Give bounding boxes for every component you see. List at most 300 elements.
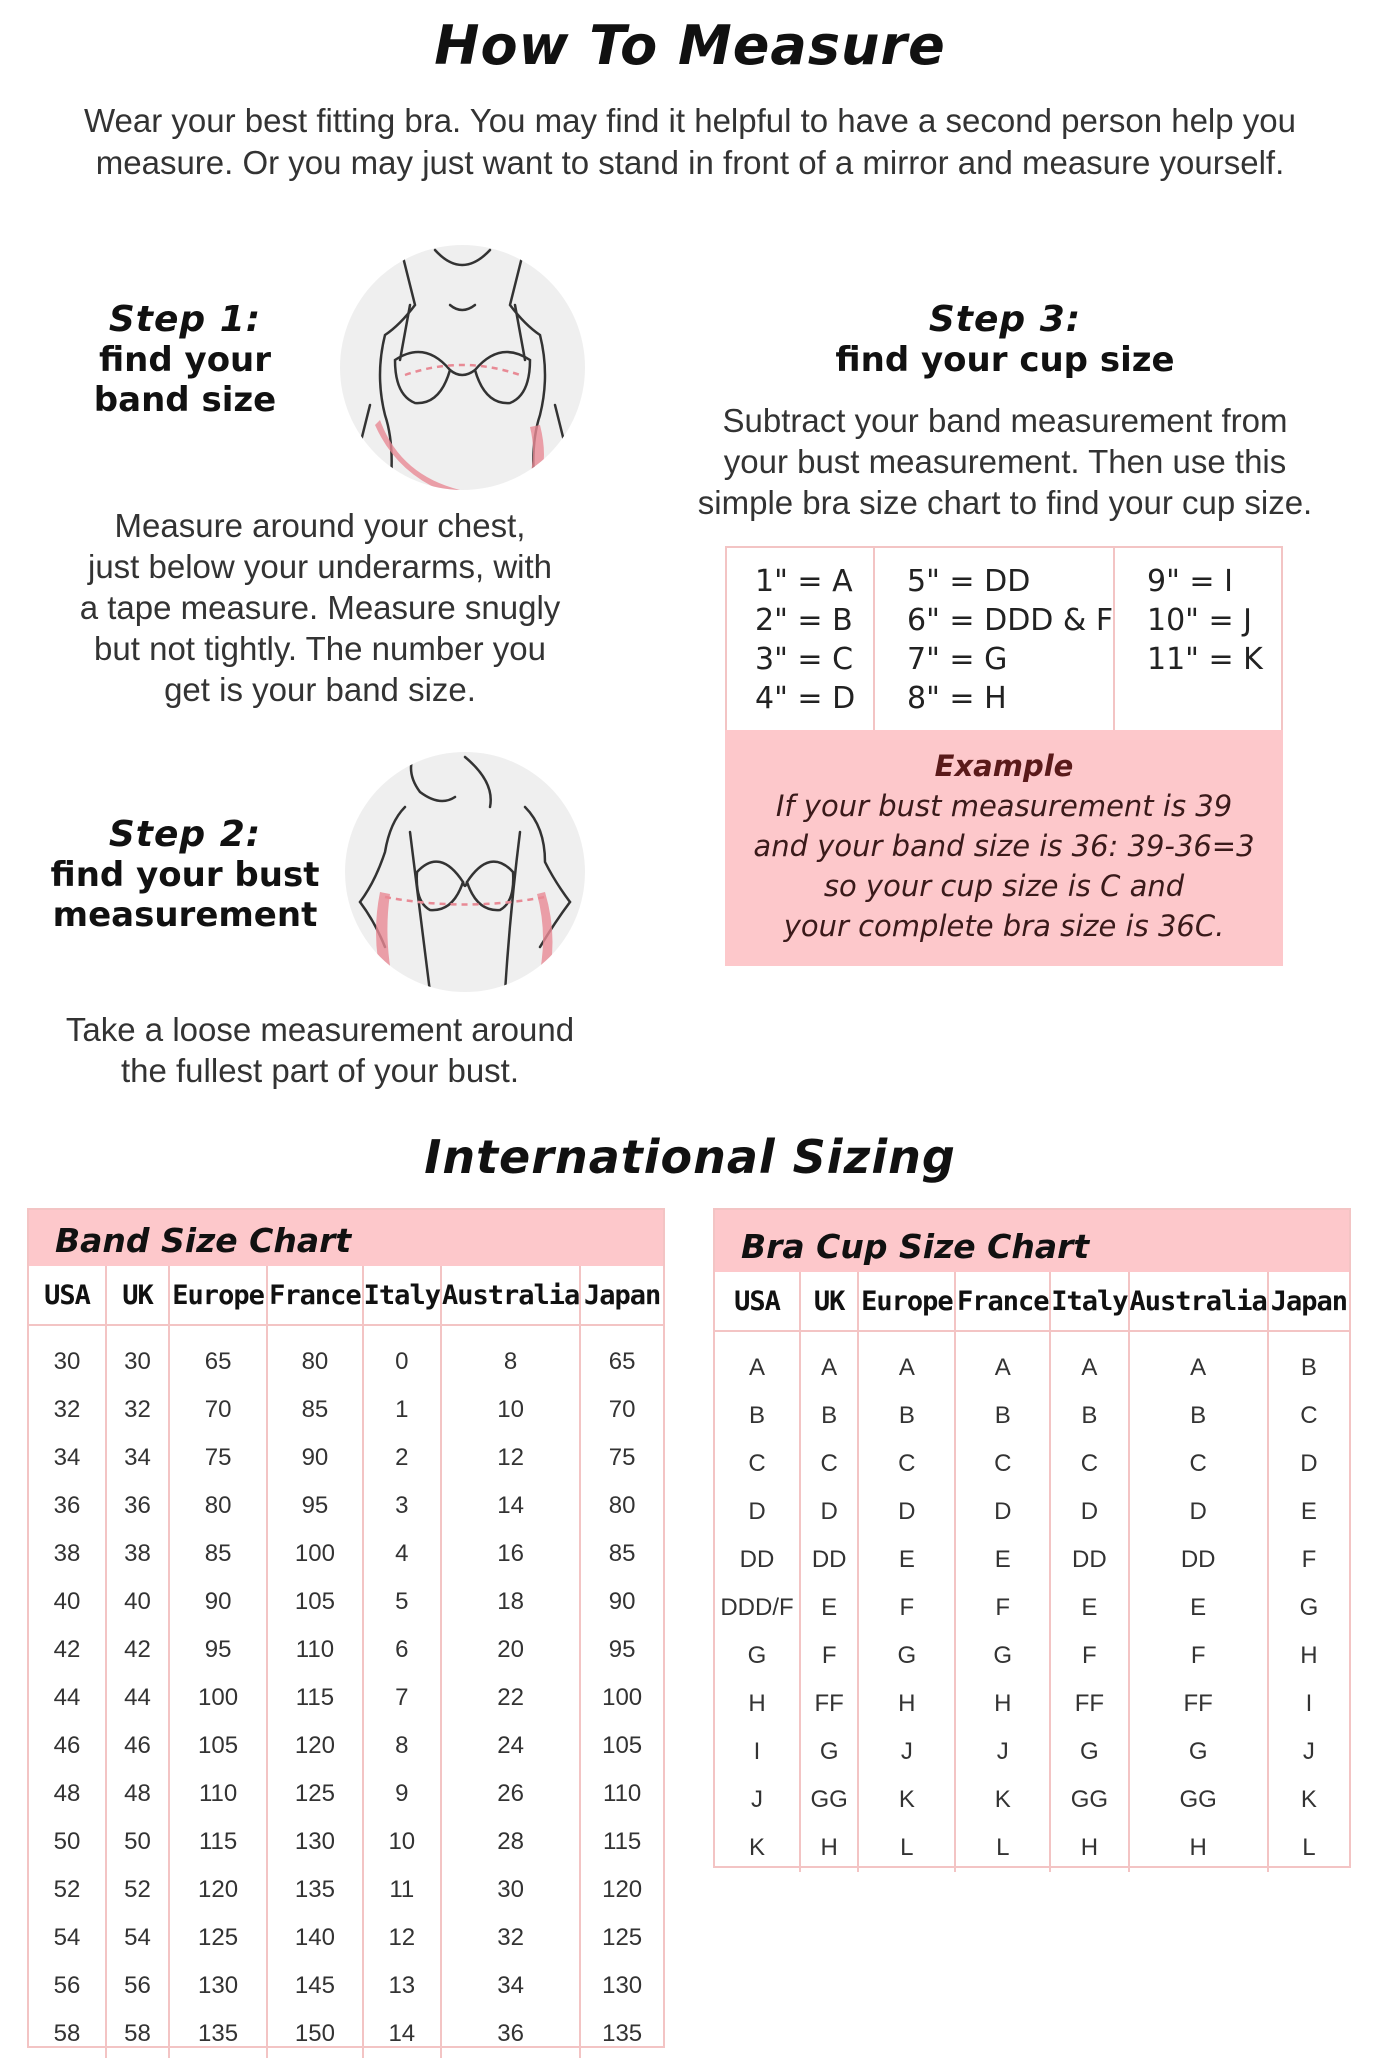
- page-title: How To Measure: [434, 14, 946, 77]
- table-cell: 48: [106, 1770, 169, 1818]
- table-cell: 42: [106, 1626, 169, 1674]
- table-cell: B: [1050, 1392, 1128, 1440]
- table-cell: 50: [106, 1818, 169, 1866]
- table-cell: DDD/F: [715, 1584, 800, 1632]
- table-cell: 135: [267, 1866, 362, 1914]
- table-cell: B: [715, 1392, 800, 1440]
- table-cell: 115: [169, 1818, 267, 1866]
- table-cell: 58: [106, 2010, 169, 2058]
- table-row: [29, 1434, 663, 1482]
- table-cell: F: [1129, 1632, 1268, 1680]
- table-row: [29, 1626, 663, 1674]
- table-cell: 10: [441, 1386, 580, 1434]
- column-header: France: [267, 1266, 362, 1325]
- table-cell: 75: [169, 1434, 267, 1482]
- table-cell: 120: [267, 1722, 362, 1770]
- step1-heading: [40, 300, 330, 420]
- table-cell: E: [1129, 1584, 1268, 1632]
- table-cell: 5: [363, 1578, 441, 1626]
- table-cell: 6: [363, 1626, 441, 1674]
- cup-column: [1115, 548, 1281, 732]
- step2-heading: [30, 815, 340, 935]
- table-cell: H: [715, 1680, 800, 1728]
- table-cell: H: [955, 1680, 1050, 1728]
- table-cell: G: [858, 1632, 955, 1680]
- table-cell: A: [955, 1344, 1050, 1392]
- spacer-cell: [267, 1325, 362, 1338]
- step2-text: [30, 1009, 610, 1091]
- step3-text-line: simple bra size chart to find your cup size.: [697, 484, 1313, 521]
- table-cell: 16: [441, 1530, 580, 1578]
- table-cell: 34: [441, 1962, 580, 2010]
- table-cell: DD: [1129, 1536, 1268, 1584]
- spacer-cell: [441, 1325, 580, 1338]
- table-cell: 100: [267, 1530, 362, 1578]
- step1-text-line: but not tightly. The number you: [94, 630, 546, 667]
- table-cell: L: [955, 1824, 1050, 1872]
- band-size-table: [29, 1266, 663, 2058]
- table-cell: G: [800, 1728, 858, 1776]
- spacer-cell: [800, 1331, 858, 1344]
- spacer-cell: [580, 1325, 663, 1338]
- table-cell: 42: [29, 1626, 106, 1674]
- table-cell: 34: [29, 1434, 106, 1482]
- step1-text-line: just below your underarms, with: [87, 548, 553, 585]
- column-header: Australia: [1129, 1272, 1268, 1331]
- table-cell: 32: [106, 1386, 169, 1434]
- table-cell: I: [1305, 1690, 1313, 1717]
- cup-rule: 6" = DDD & F: [907, 603, 1114, 638]
- table-cell: 54: [29, 1914, 106, 1962]
- intro-line: Wear your best fitting bra. You may find it helpful to have a second person help you: [84, 102, 1296, 139]
- spacer-cell: [29, 1325, 106, 1338]
- table-cell: G: [1299, 1594, 1319, 1621]
- table-cell: E: [955, 1536, 1050, 1584]
- table-row: [29, 1530, 663, 1578]
- column-header: France: [955, 1272, 1050, 1331]
- table-cell: 120: [169, 1866, 267, 1914]
- table-cell: 85: [608, 1540, 636, 1567]
- table-row: [715, 1728, 1349, 1776]
- column-header: Australia: [441, 1266, 580, 1325]
- spacer-cell: [169, 1325, 267, 1338]
- table-cell: GG: [1050, 1776, 1128, 1824]
- table-cell: F: [1050, 1632, 1128, 1680]
- table-cell: 90: [169, 1578, 267, 1626]
- table-body: [29, 1325, 663, 2058]
- cup-column: [727, 548, 875, 732]
- table-cell: 11: [363, 1866, 441, 1914]
- table-cell: C: [1050, 1440, 1128, 1488]
- table-cell: 95: [169, 1626, 267, 1674]
- table-cell: 54: [106, 1914, 169, 1962]
- table-cell: F: [1301, 1546, 1317, 1573]
- column-header: Japan: [580, 1266, 663, 1325]
- cup-rule: 3" = C: [755, 642, 854, 677]
- table-row: [715, 1824, 1349, 1872]
- table-cell: H: [1050, 1824, 1128, 1872]
- table-cell: 52: [106, 1866, 169, 1914]
- table-cell: 95: [608, 1636, 636, 1663]
- table-cell: B: [1300, 1354, 1317, 1381]
- example-line: If your bust measurement is 39: [775, 789, 1233, 823]
- table-cell: F: [858, 1584, 955, 1632]
- table-cell: 50: [29, 1818, 106, 1866]
- table-cell: 150: [267, 2010, 362, 2058]
- table-cell: 12: [363, 1914, 441, 1962]
- table-cell: 32: [441, 1914, 580, 1962]
- table-cell: C: [715, 1440, 800, 1488]
- table-cell: 70: [608, 1396, 636, 1423]
- table-cell: 125: [169, 1914, 267, 1962]
- column-header: Europe: [858, 1272, 955, 1331]
- table-cell: 14: [441, 1482, 580, 1530]
- table-cell: FF: [800, 1680, 858, 1728]
- bra-cup-size-chart: [713, 1208, 1351, 1868]
- table-cell: FF: [1050, 1680, 1128, 1728]
- column-header: Japan: [1268, 1272, 1349, 1331]
- table-cell: 12: [441, 1434, 580, 1482]
- table-cell: 130: [169, 1962, 267, 2010]
- table-cell: J: [955, 1728, 1050, 1776]
- column-header: UK: [106, 1266, 169, 1325]
- table-cell: FF: [1129, 1680, 1268, 1728]
- chest-measure-illustration-icon: [340, 245, 585, 490]
- step1-subtitle-line: band size: [93, 380, 277, 420]
- table-cell: 130: [267, 1818, 362, 1866]
- column-header: Italy: [363, 1266, 441, 1325]
- table-cell: 110: [169, 1770, 267, 1818]
- table-cell: J: [715, 1776, 800, 1824]
- table-cell: 145: [267, 1962, 362, 2010]
- table-cell: 120: [602, 1876, 643, 1903]
- cup-rule: 2" = B: [755, 603, 853, 638]
- table-cell: L: [858, 1824, 955, 1872]
- step1-text: [40, 505, 600, 710]
- table-cell: 10: [363, 1818, 441, 1866]
- table-cell: DD: [1050, 1536, 1128, 1584]
- table-cell: 14: [363, 2010, 441, 2058]
- table-cell: 40: [29, 1578, 106, 1626]
- table-cell: C: [1300, 1402, 1318, 1429]
- table-cell: I: [715, 1728, 800, 1776]
- table-cell: 30: [29, 1338, 106, 1386]
- table-cell: G: [955, 1632, 1050, 1680]
- cup-rule: 10" = J: [1147, 603, 1253, 638]
- table-cell: 38: [29, 1530, 106, 1578]
- table-cell: 9: [363, 1770, 441, 1818]
- table-cell: 90: [608, 1588, 636, 1615]
- table-cell: 70: [169, 1386, 267, 1434]
- table-row: [29, 1722, 663, 1770]
- table-cell: J: [858, 1728, 955, 1776]
- table-cell: 36: [29, 1482, 106, 1530]
- table-cell: H: [1300, 1642, 1318, 1669]
- table-cell: B: [858, 1392, 955, 1440]
- table-cell: 3: [363, 1482, 441, 1530]
- table-cell: 46: [106, 1722, 169, 1770]
- example-line: your complete bra size is 36C.: [783, 909, 1225, 943]
- table-cell: 105: [602, 1732, 643, 1759]
- table-cell: 80: [267, 1338, 362, 1386]
- step1-title: Step 1:: [108, 299, 262, 340]
- table-row: [29, 1818, 663, 1866]
- table-cell: C: [800, 1440, 858, 1488]
- intro-line: measure. Or you may just want to stand in front of a mirror and measure yourself.: [95, 144, 1285, 181]
- table-cell: 85: [267, 1386, 362, 1434]
- table-row: [715, 1344, 1349, 1392]
- table-cell: H: [1129, 1824, 1268, 1872]
- table-row: [29, 1962, 663, 2010]
- table-cell: E: [800, 1584, 858, 1632]
- table-row: [715, 1488, 1349, 1536]
- cup-column: [875, 548, 1115, 732]
- column-header: USA: [29, 1266, 106, 1325]
- section-title: International Sizing: [424, 1130, 956, 1184]
- table-cell: E: [1050, 1584, 1128, 1632]
- spacer-row: [29, 1325, 663, 1338]
- band-size-chart: [27, 1208, 665, 2048]
- table-cell: 2: [363, 1434, 441, 1482]
- cup-rule: 5" = DD: [907, 564, 1031, 599]
- spacer-cell: [363, 1325, 441, 1338]
- table-cell: 65: [608, 1348, 636, 1375]
- table-cell: DD: [800, 1536, 858, 1584]
- table-cell: C: [955, 1440, 1050, 1488]
- step1-subtitle-line: find your: [98, 340, 272, 380]
- table-row: [29, 1482, 663, 1530]
- step2-subtitle-line: measurement: [52, 895, 318, 935]
- step1-text-line: a tape measure. Measure snugly: [79, 589, 561, 626]
- step1-text-line: Measure around your chest,: [114, 507, 526, 544]
- table-cell: 115: [603, 1828, 642, 1855]
- table-row: [29, 2010, 663, 2058]
- table-row: [715, 1440, 1349, 1488]
- cup-difference-chart: [725, 546, 1283, 734]
- column-header: USA: [715, 1272, 800, 1331]
- table-row: [29, 1914, 663, 1962]
- table-row: [715, 1776, 1349, 1824]
- table-cell: 110: [267, 1626, 362, 1674]
- table-row: [29, 1578, 663, 1626]
- table-cell: 56: [106, 1962, 169, 2010]
- table-cell: 26: [441, 1770, 580, 1818]
- spacer-cell: [955, 1331, 1050, 1344]
- table-row: [715, 1632, 1349, 1680]
- spacer-cell: [858, 1331, 955, 1344]
- table-cell: 90: [267, 1434, 362, 1482]
- table-header-row: [29, 1266, 663, 1325]
- table-cell: 46: [29, 1722, 106, 1770]
- table-cell: 7: [363, 1674, 441, 1722]
- table-row: [29, 1866, 663, 1914]
- table-cell: 44: [106, 1674, 169, 1722]
- table-cell: K: [858, 1776, 955, 1824]
- table-cell: GG: [800, 1776, 858, 1824]
- spacer-cell: [106, 1325, 169, 1338]
- table-header-row: [715, 1272, 1349, 1331]
- cup-rule: 9" = I: [1147, 564, 1233, 599]
- table-cell: GG: [1129, 1776, 1268, 1824]
- table-cell: 105: [267, 1578, 362, 1626]
- table-cell: J: [1302, 1738, 1315, 1765]
- step1-text-line: get is your band size.: [164, 671, 476, 708]
- spacer-cell: [1050, 1331, 1128, 1344]
- table-cell: 36: [106, 1482, 169, 1530]
- example-line: so your cup size is C and: [823, 869, 1185, 903]
- table-cell: 4: [363, 1530, 441, 1578]
- table-cell: G: [1050, 1728, 1128, 1776]
- table-cell: 95: [267, 1482, 362, 1530]
- table-cell: D: [1300, 1450, 1318, 1477]
- table-cell: 38: [106, 1530, 169, 1578]
- table-cell: 135: [602, 2020, 643, 2047]
- step3-title: Step 3:: [928, 299, 1082, 340]
- table-cell: H: [858, 1680, 955, 1728]
- cup-chart-title: Bra Cup Size Chart: [715, 1210, 1349, 1272]
- table-cell: B: [800, 1392, 858, 1440]
- step2-text-line: Take a loose measurement around: [65, 1011, 575, 1048]
- table-row: [715, 1536, 1349, 1584]
- spacer-cell: [1268, 1331, 1349, 1344]
- step2-title: Step 2:: [108, 814, 262, 855]
- table-cell: 0: [363, 1338, 441, 1386]
- table-cell: 20: [441, 1626, 580, 1674]
- table-cell: 13: [363, 1962, 441, 2010]
- table-cell: D: [1129, 1488, 1268, 1536]
- step3-text-line: Subtract your band measurement from: [722, 402, 1288, 439]
- table-cell: C: [1129, 1440, 1268, 1488]
- table-cell: 125: [602, 1924, 643, 1951]
- cup-rule: 4" = D: [755, 681, 856, 716]
- column-header: Italy: [1050, 1272, 1128, 1331]
- table-cell: 100: [169, 1674, 267, 1722]
- table-cell: D: [800, 1488, 858, 1536]
- table-cell: 44: [29, 1674, 106, 1722]
- spacer-row: [715, 1331, 1349, 1344]
- table-cell: 36: [441, 2010, 580, 2058]
- table-cell: 18: [441, 1578, 580, 1626]
- table-cell: G: [715, 1632, 800, 1680]
- table-cell: 110: [603, 1780, 642, 1807]
- table-cell: A: [1129, 1344, 1268, 1392]
- table-cell: 80: [608, 1492, 636, 1519]
- table-cell: 8: [441, 1338, 580, 1386]
- step2-text-line: the fullest part of your bust.: [120, 1052, 520, 1089]
- table-cell: D: [858, 1488, 955, 1536]
- table-cell: A: [800, 1344, 858, 1392]
- band-chart-title: Band Size Chart: [29, 1210, 663, 1266]
- step3-text-line: your bust measurement. Then use this: [723, 443, 1287, 480]
- table-cell: 65: [169, 1338, 267, 1386]
- table-cell: A: [858, 1344, 955, 1392]
- table-cell: 28: [441, 1818, 580, 1866]
- table-cell: 40: [106, 1578, 169, 1626]
- table-cell: 105: [169, 1722, 267, 1770]
- table-cell: 80: [169, 1482, 267, 1530]
- table-cell: 130: [602, 1972, 643, 1999]
- example-box: [725, 730, 1283, 966]
- step3-heading: [660, 300, 1350, 380]
- table-cell: 100: [602, 1684, 643, 1711]
- cup-rule: 11" = K: [1147, 642, 1263, 677]
- step2-subtitle-line: find your bust: [50, 855, 320, 895]
- table-body: [715, 1331, 1349, 1872]
- table-cell: 115: [267, 1674, 362, 1722]
- cup-size-table: [715, 1272, 1349, 1872]
- table-cell: 34: [106, 1434, 169, 1482]
- table-cell: 135: [169, 2010, 267, 2058]
- table-cell: C: [858, 1440, 955, 1488]
- table-cell: 1: [363, 1386, 441, 1434]
- table-cell: 140: [267, 1914, 362, 1962]
- column-header: Europe: [169, 1266, 267, 1325]
- table-cell: A: [715, 1344, 800, 1392]
- table-cell: E: [858, 1536, 955, 1584]
- table-cell: G: [1129, 1728, 1268, 1776]
- table-cell: D: [715, 1488, 800, 1536]
- table-cell: K: [715, 1824, 800, 1872]
- table-cell: D: [1050, 1488, 1128, 1536]
- table-cell: F: [955, 1584, 1050, 1632]
- example-line: and your band size is 36: 39-36=3: [753, 829, 1255, 863]
- cup-rule: 7" = G: [907, 642, 1008, 677]
- table-cell: 30: [106, 1338, 169, 1386]
- table-row: [29, 1386, 663, 1434]
- intro-text: [30, 100, 1350, 184]
- table-row: [715, 1392, 1349, 1440]
- table-cell: 125: [267, 1770, 362, 1818]
- table-cell: B: [955, 1392, 1050, 1440]
- table-row: [29, 1674, 663, 1722]
- step3-subtitle: find your cup size: [835, 340, 1175, 380]
- table-row: [29, 1770, 663, 1818]
- table-cell: 85: [169, 1530, 267, 1578]
- column-header: UK: [800, 1272, 858, 1331]
- table-cell: 22: [441, 1674, 580, 1722]
- table-cell: K: [955, 1776, 1050, 1824]
- table-cell: 8: [363, 1722, 441, 1770]
- table-cell: E: [1300, 1498, 1317, 1525]
- table-cell: D: [955, 1488, 1050, 1536]
- spacer-cell: [1129, 1331, 1268, 1344]
- spacer-cell: [715, 1331, 800, 1344]
- table-cell: 48: [29, 1770, 106, 1818]
- table-cell: DD: [715, 1536, 800, 1584]
- table-cell: K: [1300, 1786, 1317, 1813]
- table-cell: A: [1050, 1344, 1128, 1392]
- table-cell: H: [800, 1824, 858, 1872]
- table-cell: 75: [608, 1444, 636, 1471]
- table-cell: 24: [441, 1722, 580, 1770]
- cup-rule: 1" = A: [755, 564, 853, 599]
- step3-text: [660, 400, 1350, 523]
- table-cell: 58: [29, 2010, 106, 2058]
- cup-rule: 8" = H: [907, 681, 1007, 716]
- table-cell: 30: [441, 1866, 580, 1914]
- table-row: [715, 1680, 1349, 1728]
- table-cell: 56: [29, 1962, 106, 2010]
- table-cell: F: [800, 1632, 858, 1680]
- example-title: Example: [934, 749, 1074, 783]
- table-row: [715, 1584, 1349, 1632]
- table-row: [29, 1338, 663, 1386]
- table-cell: L: [1302, 1834, 1316, 1861]
- table-cell: 32: [29, 1386, 106, 1434]
- bust-measure-illustration-icon: [345, 752, 585, 992]
- table-cell: B: [1129, 1392, 1268, 1440]
- table-cell: 52: [29, 1866, 106, 1914]
